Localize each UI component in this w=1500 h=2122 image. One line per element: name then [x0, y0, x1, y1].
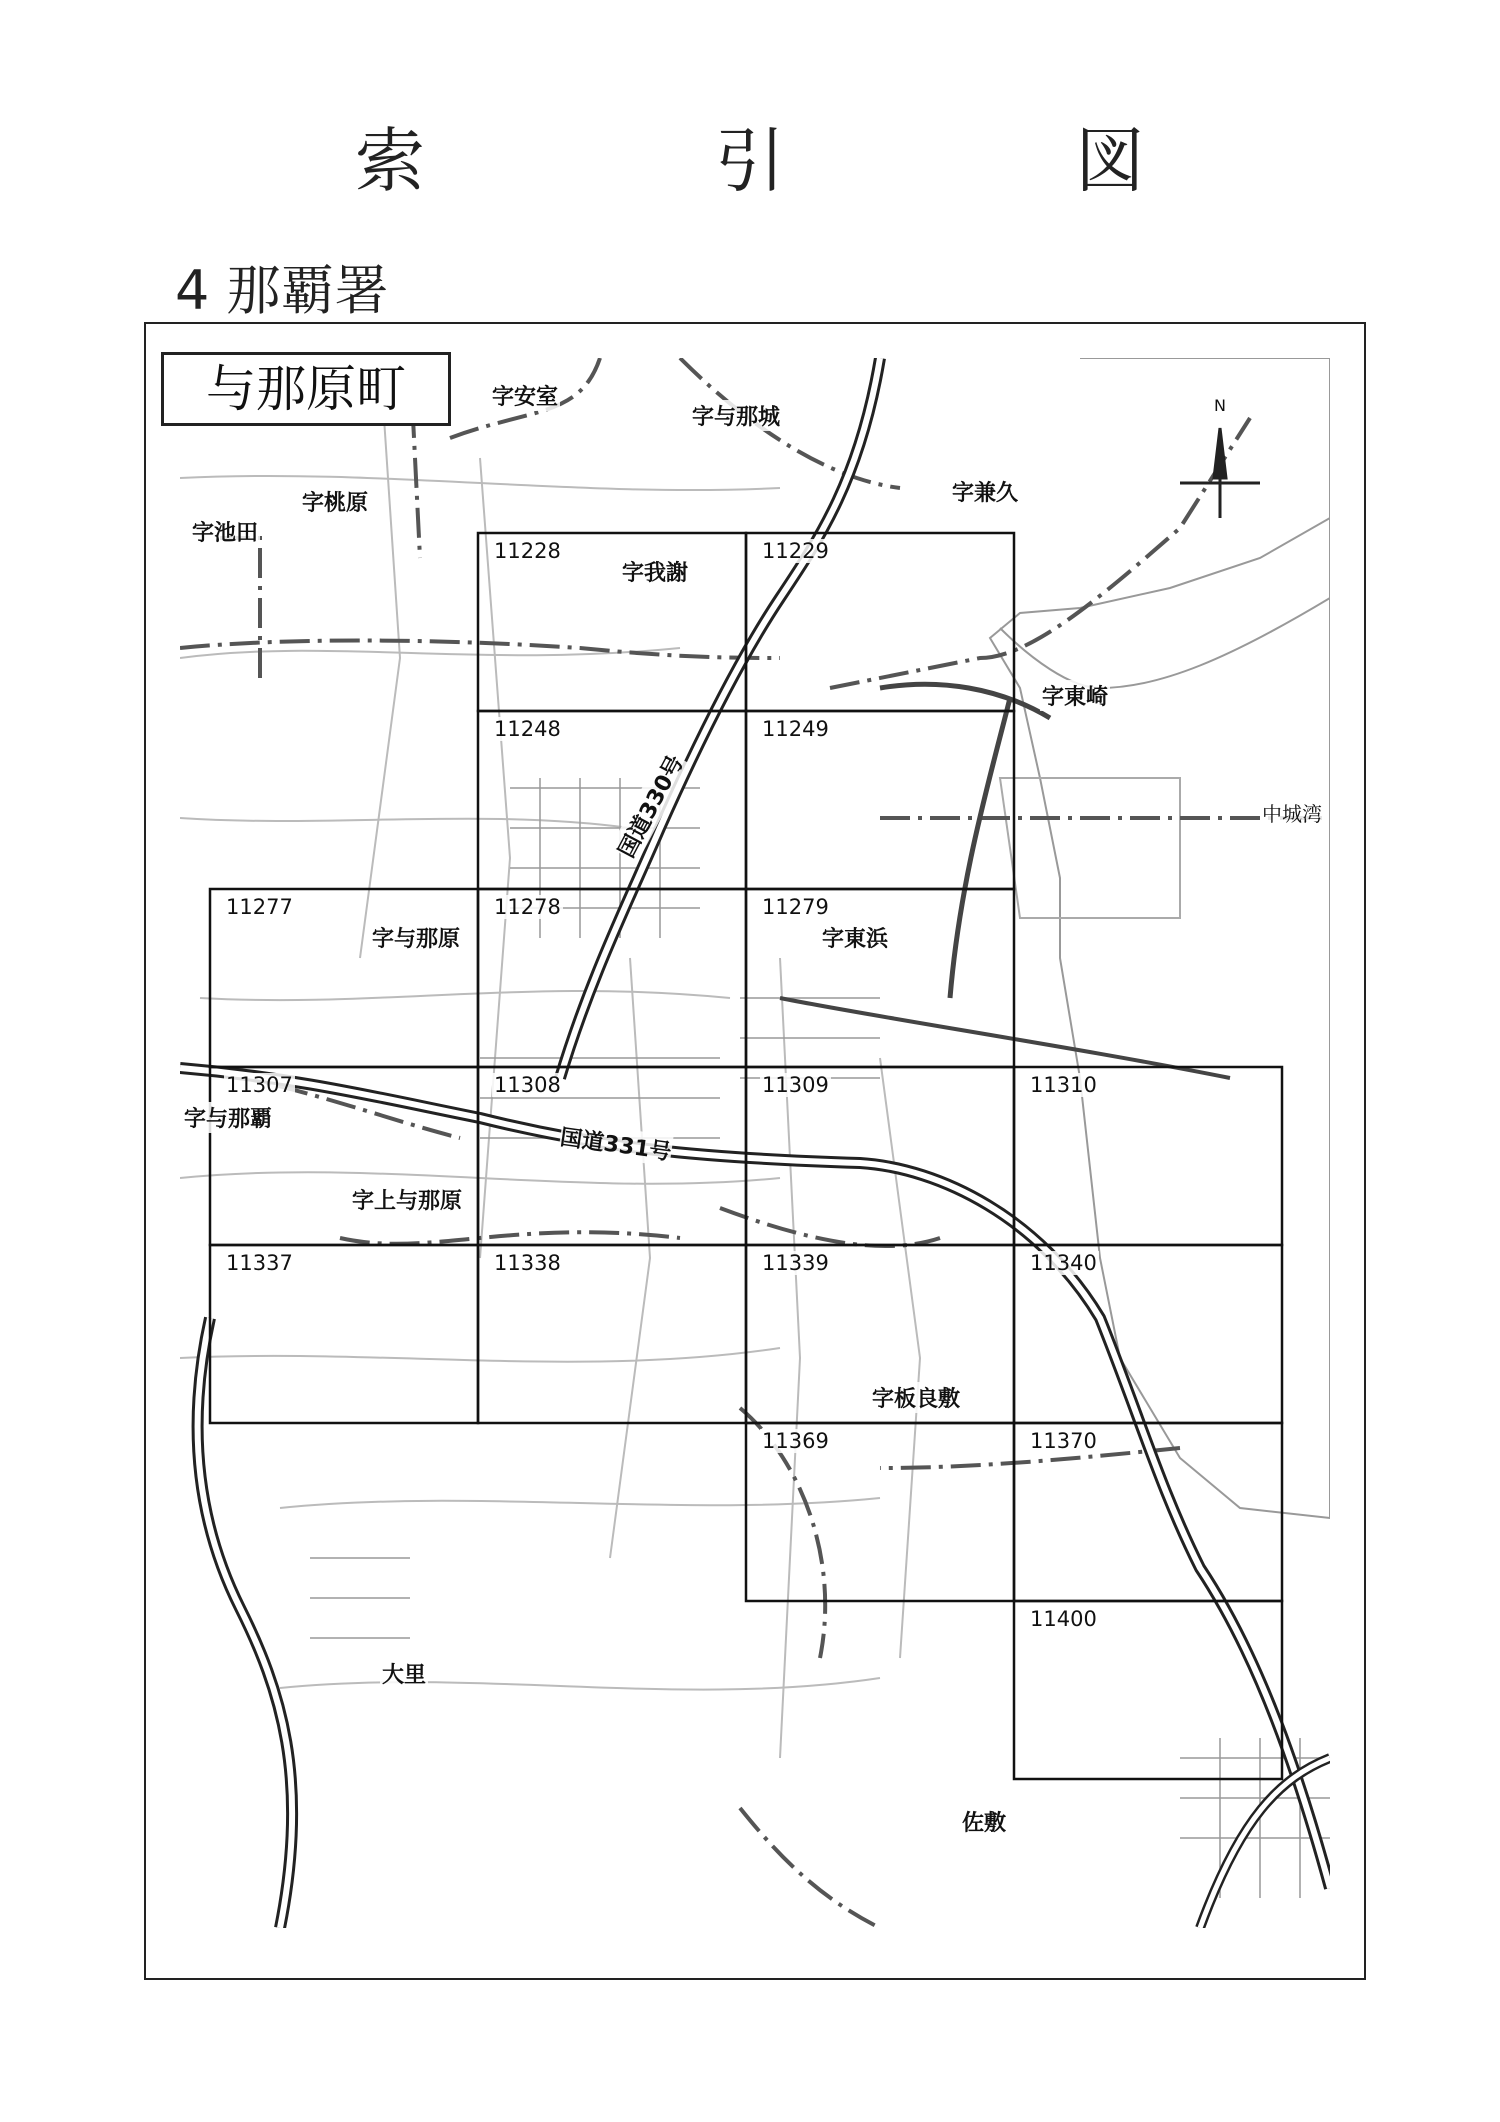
- grid-cell-label: 11279: [762, 895, 829, 919]
- grid-cell-label: 11229: [762, 539, 829, 563]
- grid-cell-label: 11248: [494, 717, 561, 741]
- section-title: 4 那覇署: [175, 259, 389, 322]
- place-tobaru: 字桃原: [300, 486, 370, 517]
- route-label-330: 国道330号: [610, 749, 690, 862]
- place-ozato: 大里: [380, 1658, 428, 1689]
- grid-cell-label: 11338: [494, 1251, 561, 1275]
- town-name-box: 与那原町: [161, 352, 451, 426]
- grid-cell-label: 11310: [1030, 1073, 1097, 1097]
- place-kamiyonabaru: 字上与那原: [350, 1184, 464, 1215]
- grid-cell-label: 11400: [1030, 1607, 1097, 1631]
- north-label: N: [1214, 396, 1226, 415]
- page-title: 索 引 図: [355, 120, 1255, 202]
- place-higashizaki: 字東崎: [1040, 680, 1110, 711]
- route-label-331: 国道331号: [558, 1120, 673, 1166]
- base-map: [180, 358, 1330, 1928]
- compass-icon: [1180, 428, 1260, 518]
- grid-cell-label: 11337: [226, 1251, 293, 1275]
- place-itarashiki: 字板良敷: [870, 1382, 962, 1413]
- place-yonashiro: 字与那城: [690, 400, 782, 431]
- place-yonabaru: 字与那原: [370, 922, 462, 953]
- grid-cell-label: 11277: [226, 895, 293, 919]
- grid-cell-label: 11369: [762, 1429, 829, 1453]
- grid-cell-label: 11249: [762, 717, 829, 741]
- place-sashiki: 佐敷: [960, 1806, 1008, 1837]
- grid-cell-label: 11339: [762, 1251, 829, 1275]
- grid-cell-label: 11309: [762, 1073, 829, 1097]
- grid-cell-label: 11278: [494, 895, 561, 919]
- place-yonaha: 字与那覇: [182, 1102, 274, 1133]
- place-gajya: 字我謝: [620, 556, 690, 587]
- map-area[interactable]: [180, 358, 1330, 1928]
- grid-cell-label: 11307: [226, 1073, 293, 1097]
- grid-cell-label: 11308: [494, 1073, 561, 1097]
- grid-cell-label: 11228: [494, 539, 561, 563]
- place-ikeda: 字池田: [190, 516, 260, 547]
- grid-cell-label: 11370: [1030, 1429, 1097, 1453]
- place-kanegusuku: 字兼久: [950, 476, 1020, 507]
- grid-cell-label: 11340: [1030, 1251, 1097, 1275]
- place-higashihama: 字東浜: [820, 922, 890, 953]
- place-azayasumuro: 字安室: [490, 380, 560, 411]
- place-nakagusuku-bay: 中城湾: [1260, 798, 1324, 827]
